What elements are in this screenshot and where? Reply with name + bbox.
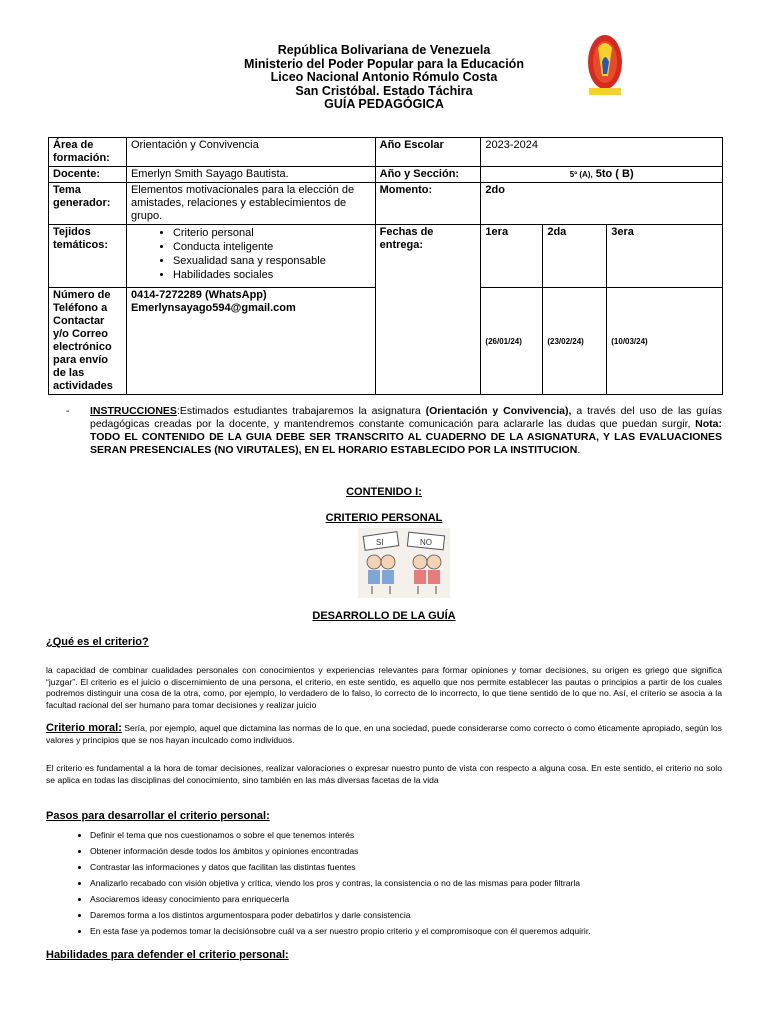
criterio-importance: El criterio es fundamental a la hora de tomar decisiones, realizar valoraciones o expresar nuestro punto de vista con respecto a alguna cosa. En este sentido, el criterio no solo se aplica en todas las disciplinas del conocimiento, sino también en las más diversas facetas de la vida: [46, 763, 722, 785]
tejido-item: • Conducta inteligente: [173, 240, 371, 254]
header-ministry: Ministerio del Poder Popular para la Educación: [244, 56, 524, 71]
fecha-1: (26/01/24): [481, 288, 543, 395]
que-es-heading: ¿Qué es el criterio?: [46, 636, 149, 648]
paso-item: • Definir el tema que nos cuestionamos o sobre el que tenemos interés: [90, 827, 766, 843]
pasos-heading: Pasos para desarrollar el criterio personal:: [46, 810, 270, 822]
paso-item: • Daremos forma a los distintos argumentospara poder debatirlos y darle consistencia: [90, 907, 766, 923]
correo: Emerlynsayago594@gmail.com: [130, 302, 296, 314]
document-header: [0, 44, 768, 112]
tejidos-list: [131, 226, 371, 282]
telefono: 0414-7272289 (WhatsApp): [130, 289, 267, 301]
header-guide-title: GUÍA PEDAGÓGICA: [324, 97, 444, 111]
entrega-2: 2da: [543, 225, 607, 288]
criterio-definition: la capacidad de combinar cualidades personales con conocimientos y experiencias relevantes para formar opiniones y tomar decisiones, su origen es griego que significa “juzgar”. El criterio es el juicio o discernimiento de una persona, el criterio, en este sentido, es aquello que nos permite establecer las pautas o principios a partir de los cuales podremos distinguir una cosa de la otra, como, por ejemplo, lo verdadero de lo falso, lo correcto de lo incorrecto, lo que tiene sentido de lo que no. Así, el criterio se asocia a la facultad racional del ser humano para tomar decisiones y realizar juicio: [46, 665, 722, 710]
criterio-moral-paragraph: [46, 723, 722, 746]
tejidos-list-cell: [126, 225, 375, 288]
area-value: Orientación y Convivencia: [126, 138, 375, 167]
kids-signs-illustration: [358, 528, 450, 598]
info-table: [48, 137, 723, 395]
header-school: Liceo Nacional Antonio Rómulo Costa: [270, 70, 498, 84]
instrucciones-title: INSTRUCCIONES: [90, 405, 177, 417]
tejido-item: • Criterio personal: [173, 226, 371, 240]
criterio-moral-label: Criterio moral:: [46, 722, 122, 734]
sign-si-text: SI: [376, 538, 384, 547]
contacto-label: Número de Teléfono a Contactar y/o Correo electrónico para envío de las actividades: [49, 288, 127, 395]
desarrollo-heading: DESARROLLO DE LA GUÍA: [312, 610, 456, 622]
fechas-label: Fechas de entrega:: [375, 225, 481, 395]
anio-escolar-value: 2023-2024: [481, 138, 723, 167]
tejidos-label: Tejidos temáticos:: [49, 225, 127, 288]
seccion-label: Año y Sección:: [375, 167, 481, 183]
instrucciones-text2: a través del uso de las guías pedagógicas creadas por la docente, y mantendremos constante comunicación para aclararle las dudas que puedan surgir,: [90, 405, 722, 430]
area-label: Área de formación:: [49, 138, 127, 167]
paso-item: • Contrastar las informaciones y datos que facilitan las distintas fuentes: [90, 859, 766, 875]
habilidades-heading: Habilidades para defender el criterio personal:: [46, 949, 289, 961]
momento-label: Momento:: [375, 183, 481, 225]
sign-no-text: NO: [420, 538, 432, 547]
paso-item: • Analizarlo recabado con visión objetiva y crítica, viendo los pros y contras, la consistencia o no de las mismas para poder filtrarla: [90, 875, 766, 891]
momento-value: 2do: [481, 183, 723, 225]
header-country: República Bolivariana de Venezuela: [277, 43, 491, 57]
fecha-2: (23/02/24): [543, 288, 607, 395]
criterio-personal-heading: CRITERIO PERSONAL: [325, 512, 443, 524]
seccion-text: 5to ( B): [592, 168, 634, 180]
docente-value: Emerlyn Smith Sayago Bautista.: [126, 167, 375, 183]
fecha-3: (10/03/24): [607, 288, 723, 395]
instrucciones-dash: -: [66, 405, 70, 417]
tejido-item: • Habilidades sociales: [173, 268, 371, 282]
header-city: San Cristóbal. Estado Táchira: [295, 83, 473, 98]
contacto-value: [126, 288, 375, 395]
seccion-small: 5º (A),: [569, 170, 593, 179]
seccion-value: [481, 167, 723, 183]
tejido-item: • Sexualidad sana y responsable: [173, 254, 371, 268]
entrega-3: 3era: [607, 225, 723, 288]
pasos-list: [46, 827, 766, 939]
tema-value: Elementos motivacionales para la elección de amistades, relaciones y establecimientos de grupo.: [126, 183, 375, 225]
tema-label: Tema generador:: [49, 183, 127, 225]
instrucciones-paragraph: [90, 405, 722, 457]
entrega-1: 1era: [481, 225, 543, 288]
anio-escolar-label: Año Escolar: [375, 138, 481, 167]
instrucciones-nota: Nota: TODO EL CONTENIDO DE LA GUIA DEBE SER TRANSCRITO AL CUADERNO DE LA ASIGNATURA, Y LAS EVALUACIONES SERAN PRESENCIALES (NO VIRUTALES), EN EL HORARIO ESTABLECIDO POR LA INSTITUCION: [90, 418, 722, 456]
school-logo: [584, 32, 626, 100]
instrucciones-text1: :Estimados estudiantes trabajaremos la asignatura: [176, 405, 426, 417]
docente-label: Docente:: [49, 167, 127, 183]
paso-item: • En esta fase ya podemos tomar la decisiónsobre cuál va a ser nuestro propio criterio y el compromisoque con él queremos adquirir.: [90, 923, 766, 939]
contenido-heading: CONTENIDO I:: [346, 486, 422, 498]
instrucciones-fin: .: [577, 444, 581, 456]
instrucciones-asignatura: (Orientación y Convivencia),: [425, 405, 572, 417]
paso-item: • Asociaremos ideasy conocimiento para enriquecerla: [90, 891, 766, 907]
criterio-moral-text: Sería, por ejemplo, aquel que dictamina las normas de lo que, en una sociedad, puede considerarse como correcto o como éticamente apropiado, según los valores y principios que se nos hayan inculcado como individuos.: [46, 723, 722, 745]
paso-item: • Obtener información desde todos los ámbitos y opiniones encontradas: [90, 843, 766, 859]
